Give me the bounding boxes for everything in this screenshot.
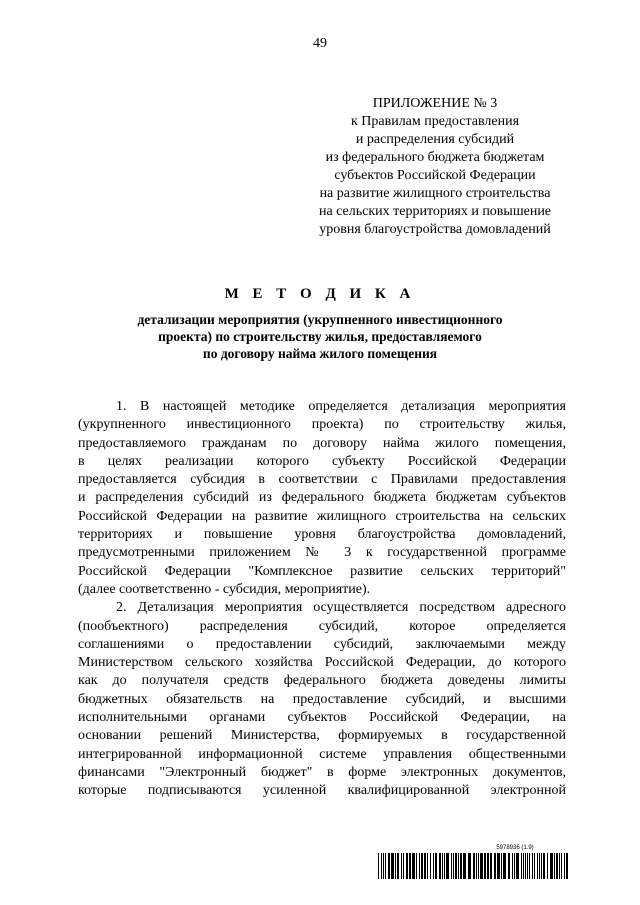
appendix-line: на развитие жилищного строительства bbox=[319, 186, 551, 201]
body-line: предусмотренными приложением № 3 к государственной программе bbox=[78, 545, 566, 561]
appendix-line: и распределения субсидий bbox=[355, 132, 515, 147]
paragraph-1 bbox=[78, 398, 566, 599]
body-line: (укрупненного инвестиционного проекта) по строительству жилья, bbox=[78, 417, 566, 433]
body-line: территориях и повышение уровня благоустройства домовладений, bbox=[78, 527, 566, 543]
body-line: Российской Федерации "Комплексное развитие сельских территорий" bbox=[78, 563, 566, 579]
body-line: как до получателя средств федерального бюджета доведены лимиты bbox=[78, 673, 566, 689]
body-line: (далее соответственно - субсидия, мероприятие). bbox=[78, 581, 371, 597]
paragraph-2 bbox=[78, 599, 566, 800]
barcode-image bbox=[378, 853, 568, 879]
body-line: интегрированной информационной системе управления общественными bbox=[78, 746, 566, 762]
body-line: Министерством сельского хозяйства Российской Федерации, до которого bbox=[78, 655, 566, 671]
body-line: 2. Детализация мероприятия осуществляется посредством адресного bbox=[116, 600, 566, 616]
body-line: Российской Федерации на развитие жилищного строительства на сельских bbox=[78, 508, 566, 524]
document-title: М Е Т О Д И К А bbox=[224, 286, 416, 302]
appendix-line: субъектов Российской Федерации bbox=[334, 168, 536, 183]
body-line: (пообъектного) распределения субсидий, которое определяется bbox=[78, 618, 566, 634]
body-line: основании решений Министерства, формируемых в государственной bbox=[78, 728, 566, 744]
subtitle-line: проекта) по строительству жилья, предоставляемого bbox=[158, 329, 482, 344]
body-line: и распределения субсидий из федерального бюджета бюджетам субъектов bbox=[78, 490, 566, 506]
body-line: соглашениями о предоставлении субсидий, заключаемыми между bbox=[78, 636, 566, 652]
document-subtitle bbox=[0, 311, 640, 362]
body-line: финансами "Электронный бюджет" в форме электронных документов, bbox=[78, 764, 566, 780]
barcode-number: 5978936 (1.9) bbox=[496, 845, 534, 851]
document-body bbox=[78, 398, 566, 801]
body-line: предоставляемого гражданам по договору найма жилого помещения, bbox=[78, 435, 566, 451]
appendix-line: из федерального бюджета бюджетам bbox=[325, 150, 545, 165]
body-line: которые подписываются усиленной квалифицированной электронной bbox=[78, 783, 566, 799]
appendix-line: уровня благоустройства домовладений bbox=[319, 222, 551, 237]
appendix-header bbox=[290, 95, 580, 239]
subtitle-line: детализации мероприятия (укрупненного инвестиционного bbox=[137, 312, 503, 327]
body-line: 1. В настоящей методике определяется детализация мероприятия bbox=[116, 399, 566, 414]
appendix-line: к Правилам предоставления bbox=[350, 114, 520, 129]
body-line: в целях реализации которого субъекту Российской Федерации bbox=[78, 453, 566, 469]
appendix-line: ПРИЛОЖЕНИЕ № 3 bbox=[372, 96, 498, 111]
body-line: исполнительными органами субъектов Российской Федерации, на bbox=[78, 710, 566, 726]
subtitle-line: по договору найма жилого помещения bbox=[202, 346, 438, 361]
body-line: предоставляется субсидия в соответствии с Правилами предоставления bbox=[78, 472, 566, 488]
appendix-line: на сельских территориях и повышение bbox=[318, 204, 552, 219]
page-number: 49 bbox=[313, 36, 327, 51]
body-line: бюджетных обязательств на предоставление субсидий, и высшими bbox=[78, 691, 566, 707]
